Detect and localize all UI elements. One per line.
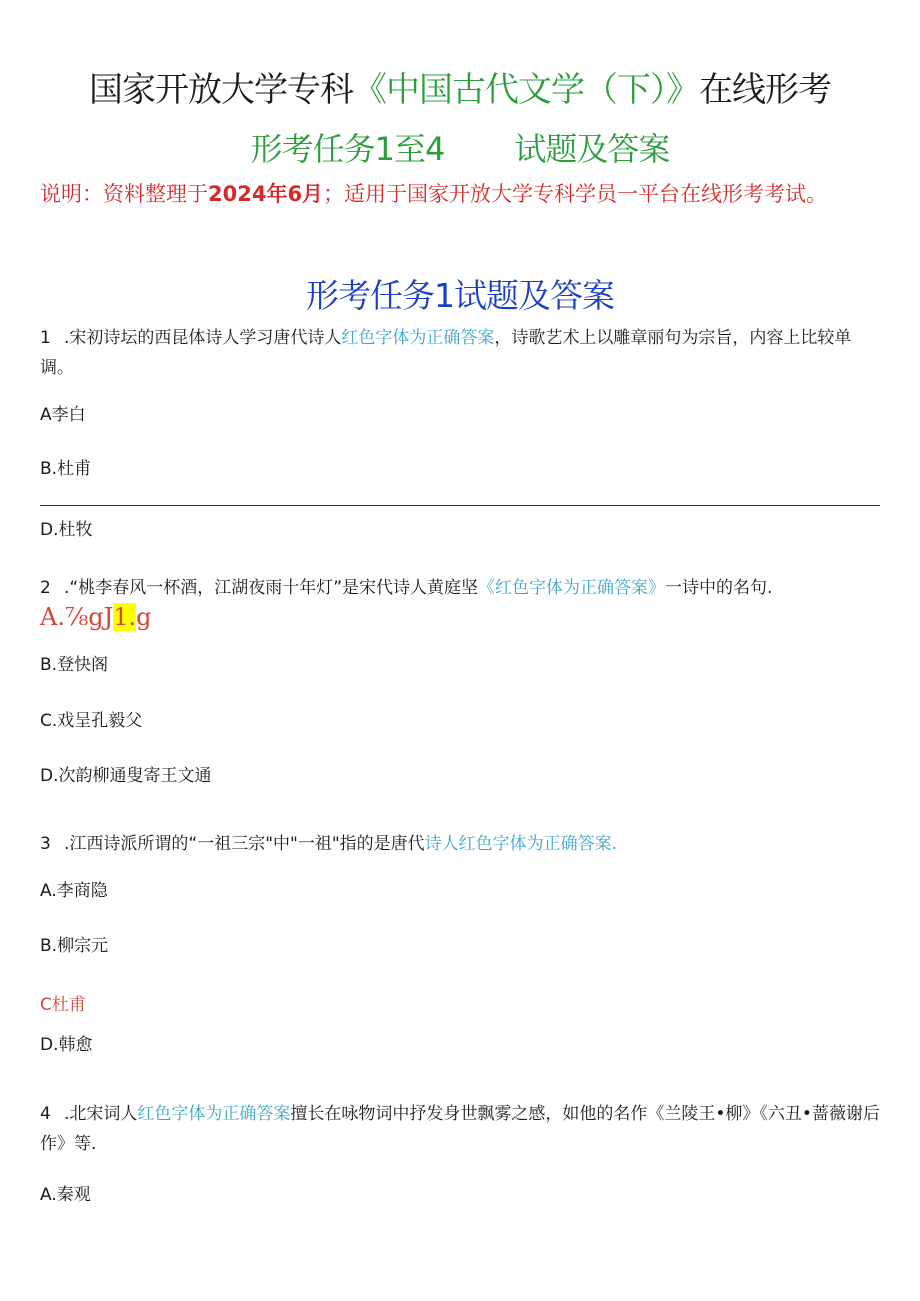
question-number: 1	[40, 328, 51, 348]
question-number: 3	[40, 834, 51, 854]
question-text-post: 擅长在咏物词中抒发身世飘雾之感，如他的名作《兰陵王•柳》《六丑•蔷薇谢后作》等.	[40, 1104, 880, 1154]
option-a: A李白	[40, 405, 86, 425]
question-2	[40, 573, 880, 603]
subtitle-part-b: 试题及答案	[514, 130, 670, 168]
notice-post: ；适用于国家开放大学专科学员一平台在线形考考试。	[323, 182, 828, 206]
answer-placeholder: 《红色字体为正确答案》	[478, 578, 666, 598]
option-a: A.秦观	[40, 1185, 91, 1205]
option-b: B.柳宗元	[40, 936, 109, 956]
notice-pre: 说明：资料整理于	[40, 182, 208, 206]
title-suffix: 在线形考	[699, 70, 831, 110]
highlighted-text: 1.	[113, 603, 137, 631]
notice-paragraph	[40, 174, 880, 214]
divider-line	[40, 505, 880, 506]
option-d: D.韩愈	[40, 1035, 93, 1055]
question-text-post: ，诗歌艺术上以雕章丽句为宗旨，内容上比较单调。	[40, 328, 852, 378]
title-course: 《中国古代文学（下）》	[353, 70, 699, 110]
option-c-correct: C杜甫	[40, 995, 86, 1015]
document-title	[0, 62, 920, 111]
question-text-post: 一诗中的名句.	[665, 578, 773, 598]
subtitle-part-a: 形考任务1至4	[250, 130, 445, 168]
option-a: A.李商隐	[40, 881, 108, 901]
question-text-pre: .江西诗派所谓的“一祖三宗"中"一祖"指的是唐代	[64, 834, 425, 854]
answer-placeholder: 红色字体为正确答案	[341, 328, 495, 348]
garbled-text-a: A.⅞gJ	[40, 603, 114, 631]
question-text-pre: .宋初诗坛的西昆体诗人学习唐代诗人	[64, 328, 342, 348]
question-number: 2	[40, 578, 51, 598]
document-subtitle	[0, 124, 920, 170]
question-text-pre: .北宋词人	[64, 1104, 138, 1124]
option-d: D.次韵柳通叟寄王文通	[40, 766, 212, 786]
option-a-garbled	[40, 603, 152, 631]
notice-date: 2024年6月	[208, 182, 324, 206]
title-prefix: 国家开放大学专科	[89, 70, 353, 110]
garbled-text-c: g	[136, 603, 152, 631]
question-3	[40, 829, 880, 859]
option-b: B.登快阁	[40, 655, 109, 675]
option-d: D.杜牧	[40, 520, 93, 540]
question-text-pre: .“桃李春风一杯酒，江湖夜雨十年灯”是宋代诗人黄庭坚	[64, 578, 479, 598]
section-title: 形考任务1试题及答案	[306, 276, 614, 315]
option-b: B.杜甫	[40, 459, 92, 479]
question-1	[40, 323, 880, 383]
option-c: C.戏呈孔毅父	[40, 711, 143, 731]
answer-placeholder: 诗人红色字体为正确答案.	[424, 834, 618, 854]
question-number: 4	[40, 1104, 51, 1124]
question-4	[40, 1099, 880, 1159]
answer-placeholder: 红色字体为正确答案	[137, 1104, 291, 1124]
